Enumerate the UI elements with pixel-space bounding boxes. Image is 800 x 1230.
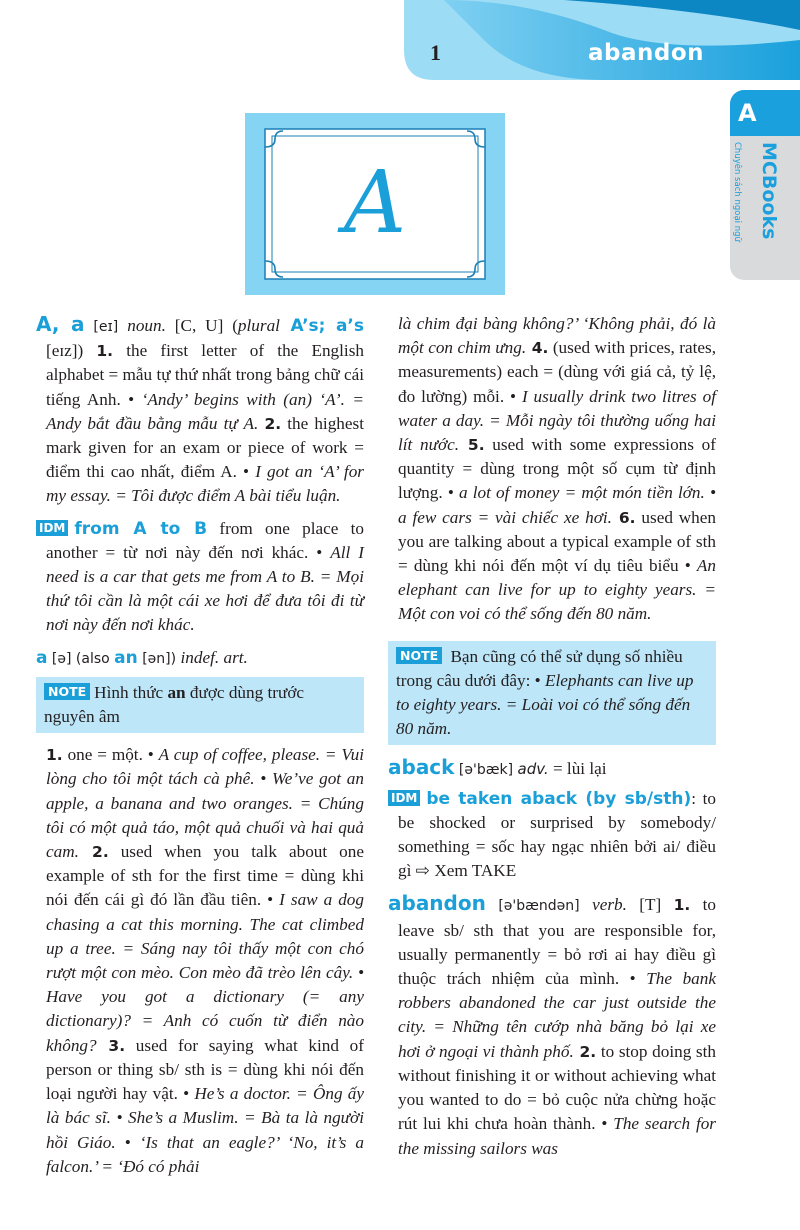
pronunciation: [eɪ] — [93, 319, 128, 335]
brand-tagline: Chuyên sách ngoại ngữ — [732, 142, 742, 242]
part-of-speech: noun. — [127, 316, 166, 335]
variant-headword: an — [114, 647, 138, 668]
sense-number: 2. — [573, 1042, 597, 1061]
definition: used with some expressions of quantity = dùng trong một số cụm từ định lượng. • — [398, 435, 716, 503]
definition: from one place to another = từ nơi này đến nơi khác. • — [46, 518, 364, 562]
definition: used when you talk about one example of sth for the first time = dùng khi nói đến cái gì đó lần đầu tiên. • — [46, 842, 364, 910]
entry-a-article — [36, 646, 364, 671]
note-text: được dùng trước nguyên âm — [44, 682, 305, 727]
example: He’s a doctor. = Ông ấy là bác sĩ. • She’s a Muslim. = Bà ta là người hồi Giáo. • ‘Is that an eagle?’ ‘No, it’s a falcon.’ = ‘Đó có phải — [46, 1084, 364, 1176]
grammar-code: [T] — [626, 895, 674, 915]
idiom-from-a-to-b — [36, 517, 364, 638]
headword: a — [36, 647, 48, 668]
part-of-speech: indef. art. — [180, 647, 248, 667]
example: A cup of coffee, please. = Vui lòng cho tôi một tách cà phê. • We’ve got an apple, a banana and two oranges. = Chúng tôi có một quả táo, một quả chuối và hai quả cam. — [46, 745, 364, 862]
sense-number: 2. — [78, 843, 109, 862]
variant-pronunciation: [ən]) — [137, 650, 181, 667]
example: The search for the missing sailors was — [398, 1114, 716, 1158]
note-text: Hình thức — [94, 682, 168, 702]
sense-number: 6. — [611, 508, 636, 527]
left-column — [36, 312, 364, 1179]
entry-A — [36, 312, 364, 509]
plural-label: plural — [237, 316, 280, 335]
definition: : to be shocked or surprised by somebody/ something = sốc hay ngạc nhiên bởi ai/ điều gì ⇨ Xem TAKE — [398, 788, 716, 881]
pronunciation: [ə'bændən] — [485, 898, 593, 915]
brand-name: MCBooks — [758, 142, 780, 240]
pronunciation: [ə] (also — [47, 650, 115, 667]
sense-number: 3. — [96, 1036, 126, 1055]
headword: aback — [388, 755, 455, 780]
entry-a-senses-cont — [388, 312, 716, 627]
frame-letter: A — [343, 153, 407, 253]
note-box — [388, 641, 716, 746]
note-example: Elephants can live up to eighty years. = Loài voi có thể sống đến 80 năm. — [396, 670, 694, 739]
sense-number: 4. — [526, 339, 549, 358]
part-of-speech: adv. — [517, 760, 549, 779]
definition: the highest mark given for an exam or piece of work = điểm thi cao nhất, điểm A. • — [46, 413, 364, 482]
example: An elephant can live for up to eighty years. = Một con voi có thể sống đến 80 năm. — [398, 556, 716, 624]
definition: used for saying what kind of person or thing sb/ sth is = dùng khi nói đến loại người hay vật. • — [46, 1035, 364, 1104]
example: All I need is a car that gets me from A to B. = Mọi thứ tôi cần là một cái xe hơi để đưa tôi đi từ nơi này đến nơi khác. — [46, 542, 364, 635]
sense-number: 1. — [673, 896, 691, 915]
note-badge: NOTE — [44, 683, 90, 700]
definition: = lùi lại — [548, 759, 607, 779]
example: I saw a dog chasing a cat this morning. The cat climbed up a tree. = Sáng nay tôi thấy một con chó rượt một con mèo. Con mèo đã trèo lên cây. • Have you got a dictionary (= any dictionary)? = Anh có cuốn từ điển nào không? — [46, 890, 364, 1055]
definition: to stop doing sth without finishing it or without achieving what you wanted to do = bỏ cuộc nửa chừng hoặc rút lui khi chưa hoàn thành. • — [398, 1041, 716, 1134]
sense-number: 5. — [459, 436, 485, 455]
entry-a-senses — [36, 743, 364, 1179]
grammar-code: [C, U] ( — [165, 316, 238, 335]
guide-word: abandon — [588, 40, 705, 66]
idiom-headword: from A to B — [74, 518, 208, 539]
example: ‘Andy’ begins with (an) ‘A’. = Andy bắt đầu bằng mẫu tự A. — [46, 389, 364, 433]
part-of-speech: verb. — [592, 895, 627, 915]
sense-number: 1. — [96, 342, 114, 361]
example: The bank robbers abandoned the car just outside the city. = Những tên cướp nhà băng bỏ lại xe hơi ở ngoại vi thành phố. — [398, 969, 716, 1061]
plural-pronunciation: [eɪz]) — [46, 341, 97, 361]
headword: A, a — [36, 312, 85, 336]
entry-abandon — [388, 891, 716, 1160]
idiom-be-taken-aback — [388, 787, 716, 884]
definition: one = một. • — [62, 745, 159, 765]
example: I got an ‘A’ for my essay. = Tôi được điểm A bài tiểu luận. — [46, 462, 364, 506]
definition: used when you are talking about a typical example of sth = dùng khi nói đến một ví dụ tiêu biểu • — [398, 507, 716, 576]
sense-number: 2. — [264, 414, 282, 433]
idiom-badge: IDM — [36, 520, 68, 536]
right-column — [388, 312, 716, 1165]
pronunciation: [ə'bæk] — [454, 762, 518, 779]
definition: the first letter of the English alphabet = mẫu tự thứ nhất trong bảng chữ cái tiếng Anh. • — [46, 341, 364, 409]
example: I usually drink two litres of water a day. = Mỗi ngày tôi thường uống hai lít nước. — [398, 386, 716, 455]
example: a lot of money = một món tiền lớn. • a few cars = vài chiếc xe hơi. — [398, 483, 716, 527]
plural-forms: A’s; a’s — [279, 316, 365, 336]
note-badge: NOTE — [396, 647, 442, 664]
idiom-badge: IDM — [388, 790, 420, 806]
publisher-brand — [726, 142, 796, 262]
tab-letter: A — [730, 90, 800, 136]
note-bold-word: an — [167, 682, 186, 702]
page-number: 1 — [430, 40, 441, 65]
note-text: Bạn cũng có thể sử dụng số nhiều trong câu dưới đây: • — [396, 646, 683, 690]
letter-frame — [245, 113, 505, 295]
definition: (used with prices, rates, measurements) each = (dùng với giá cả, tỷ lệ, đo lường) mỗi. • — [398, 338, 716, 406]
sense-number: 1. — [46, 746, 63, 765]
headword: abandon — [388, 891, 486, 916]
example: là chim đại bàng không?’ ‘Không phải, đó là một con chim ưng. — [398, 314, 716, 358]
idiom-headword: be taken aback (by sb/sth) — [426, 788, 692, 809]
definition: to leave sb/ sth that you are responsible for, usually permanently = bỏ rơi ai hay điều gì thuộc trách nhiệm của mình. • — [398, 895, 716, 989]
note-box — [36, 677, 364, 733]
entry-aback — [388, 755, 716, 782]
